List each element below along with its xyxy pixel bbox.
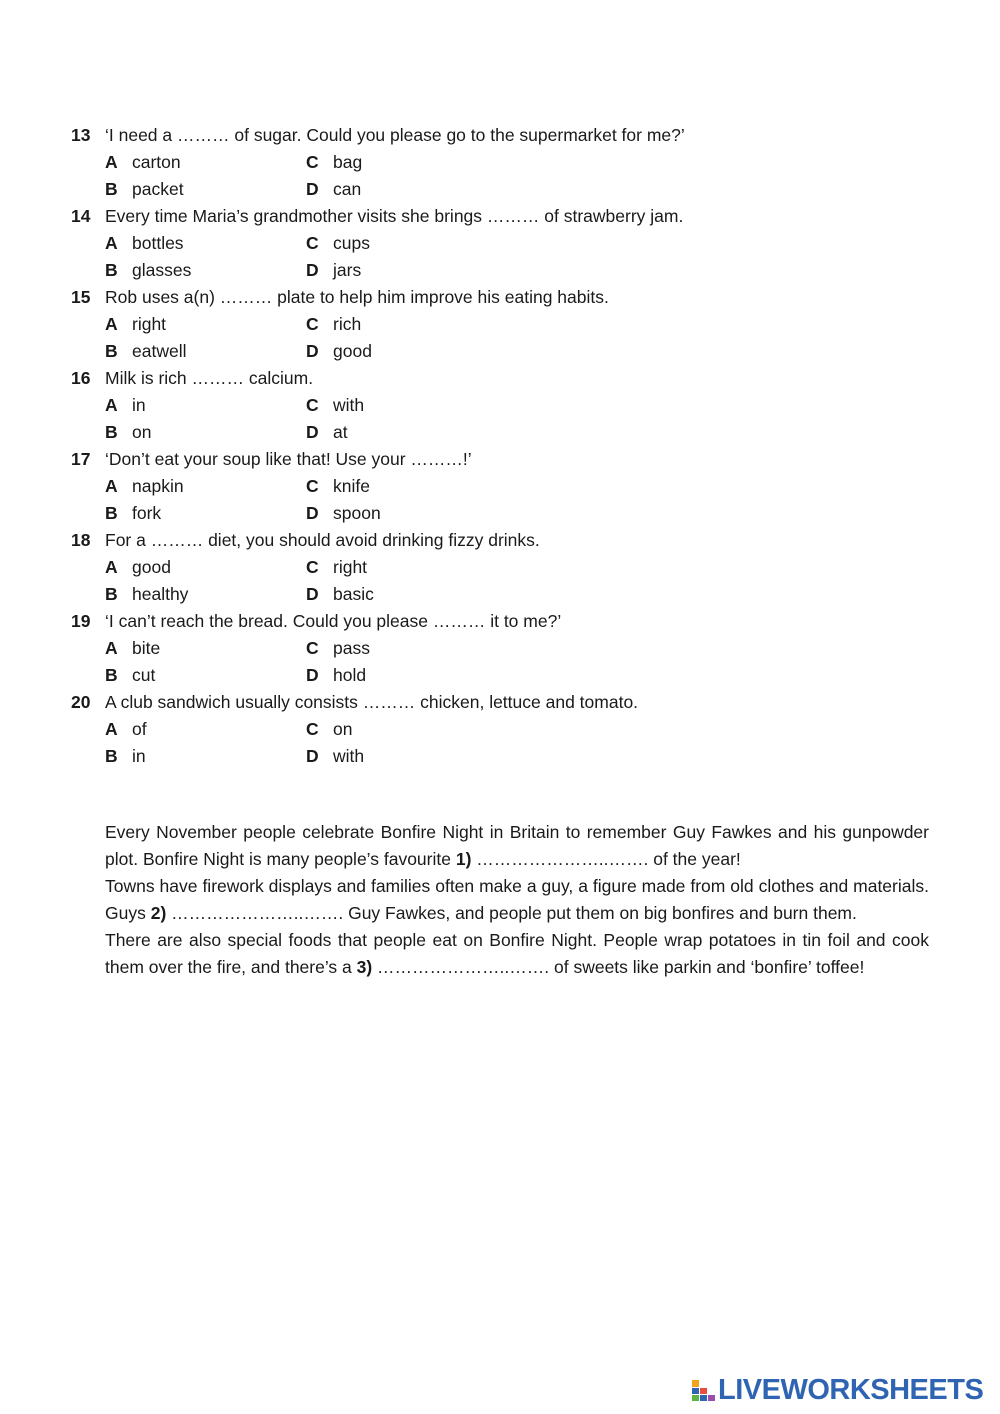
option-text: pass [333, 638, 370, 658]
question-number: 13 [71, 125, 91, 145]
option-text: jars [333, 260, 362, 280]
gap-label-2: 2) [150, 903, 167, 923]
option-b[interactable] [105, 500, 161, 527]
option-row [0, 635, 1000, 662]
option-a[interactable] [105, 392, 146, 419]
option-letter: C [306, 314, 319, 334]
option-c[interactable] [306, 635, 370, 662]
option-text: rich [333, 314, 362, 334]
passage-paragraph-1: Every November people celebrate Bonfire Night in Britain to remember Guy Fawkes and his gunpowder plot. Bonfire Night is many people’s favourite 1) …………………..……. of the year! [105, 822, 929, 869]
question-text: Milk is rich ……… calcium. [105, 368, 314, 388]
option-letter: B [105, 665, 118, 685]
option-text: glasses [132, 260, 192, 280]
option-letter: C [306, 719, 319, 739]
passage-paragraph-3: There are also special foods that people eat on Bonfire Night. People wrap potatoes in tin foil and cook them over the fire, and there’s a 3) …………………..……. of sweets like parkin and ‘bonfire’ toffee! [105, 930, 929, 977]
option-text: on [333, 719, 353, 739]
question-16 [0, 365, 1000, 392]
option-row [0, 743, 1000, 770]
option-letter: C [306, 638, 319, 658]
option-letter: A [105, 395, 118, 415]
option-text: fork [132, 503, 162, 523]
liveworksheets-logo-icon [692, 1378, 716, 1402]
option-b[interactable] [105, 581, 188, 608]
option-b[interactable] [105, 419, 151, 446]
gap-1: …………………..……. of the year! [471, 849, 741, 869]
option-text: cups [333, 233, 370, 253]
question-list [0, 122, 1000, 770]
option-c[interactable] [306, 554, 367, 581]
option-d[interactable] [306, 662, 366, 689]
question-text: Every time Maria’s grandmother visits she brings ……… of strawberry jam. [105, 206, 684, 226]
option-text: bite [132, 638, 161, 658]
option-letter: D [306, 341, 319, 361]
option-letter: D [306, 422, 319, 442]
option-letter: B [105, 584, 118, 604]
option-c[interactable] [306, 311, 361, 338]
option-text: hold [333, 665, 367, 685]
question-text: ‘Don’t eat your soup like that! Use your ………!’ [105, 449, 472, 469]
passage-paragraph-2: Towns have firework displays and families often make a guy, a figure made from old clothes and materials. Guys 2) …………………..……. Guy Fawkes, and people put them on big bonfires and burn them. [105, 876, 929, 923]
option-text: at [333, 422, 348, 442]
option-a[interactable] [105, 473, 184, 500]
option-text: packet [132, 179, 184, 199]
option-text: with [333, 746, 365, 766]
option-row [0, 716, 1000, 743]
option-b[interactable] [105, 176, 184, 203]
option-row [0, 419, 1000, 446]
option-row [0, 662, 1000, 689]
option-b[interactable] [105, 662, 155, 689]
logo-text: LIVEWORKSHEETS [718, 1374, 984, 1406]
option-a[interactable] [105, 311, 166, 338]
option-letter: C [306, 557, 319, 577]
option-letter: B [105, 503, 118, 523]
option-b[interactable] [105, 338, 186, 365]
option-a[interactable] [105, 716, 147, 743]
option-row [0, 392, 1000, 419]
question-17 [0, 446, 1000, 473]
option-text: basic [333, 584, 374, 604]
option-letter: A [105, 557, 118, 577]
gap-label-3: 3) [356, 957, 373, 977]
option-letter: A [105, 152, 118, 172]
option-text: knife [333, 476, 370, 496]
option-d[interactable] [306, 176, 361, 203]
option-letter: B [105, 746, 118, 766]
gap-3: …………………..……. of sweets like parkin and ‘bonfire’ toffee! [372, 957, 865, 977]
option-text: with [333, 395, 365, 415]
option-letter: D [306, 584, 319, 604]
option-text: napkin [132, 476, 184, 496]
option-a[interactable] [105, 230, 184, 257]
question-text: ‘I need a ……… of sugar. Could you please go to the supermarket for me?’ [105, 125, 685, 145]
option-text: spoon [333, 503, 381, 523]
option-row [0, 554, 1000, 581]
option-text: on [132, 422, 152, 442]
option-row [0, 500, 1000, 527]
option-letter: B [105, 179, 118, 199]
question-15 [0, 284, 1000, 311]
option-text: in [132, 395, 146, 415]
option-letter: D [306, 746, 319, 766]
option-text: carton [132, 152, 181, 172]
option-text: cut [132, 665, 156, 685]
option-c[interactable] [306, 230, 370, 257]
option-row [0, 338, 1000, 365]
option-letter: C [306, 233, 319, 253]
option-text: in [132, 746, 146, 766]
option-text: right [333, 557, 368, 577]
option-letter: C [306, 476, 319, 496]
option-a[interactable] [105, 635, 160, 662]
question-number: 18 [71, 530, 91, 550]
option-a[interactable] [105, 554, 171, 581]
liveworksheets-logo [692, 1374, 992, 1406]
option-letter: A [105, 233, 118, 253]
option-c[interactable] [306, 473, 370, 500]
option-c[interactable] [306, 149, 362, 176]
option-letter: C [306, 152, 319, 172]
option-b[interactable] [105, 743, 146, 770]
option-text: can [333, 179, 362, 199]
question-number: 16 [71, 368, 91, 388]
question-14 [0, 203, 1000, 230]
option-text: good [333, 341, 372, 361]
option-row [0, 581, 1000, 608]
question-text: For a ……… diet, you should avoid drinking fizzy drinks. [105, 530, 540, 550]
option-letter: C [306, 395, 319, 415]
question-19 [0, 608, 1000, 635]
option-d[interactable] [306, 338, 372, 365]
question-number: 17 [71, 449, 91, 469]
reading-passage [105, 819, 929, 981]
question-13 [0, 122, 1000, 149]
question-number: 19 [71, 611, 91, 631]
option-text: healthy [132, 584, 189, 604]
question-number: 14 [71, 206, 91, 226]
option-letter: A [105, 638, 118, 658]
option-letter: B [105, 260, 118, 280]
option-letter: B [105, 422, 118, 442]
option-c[interactable] [306, 392, 364, 419]
question-number: 15 [71, 287, 91, 307]
option-text: of [132, 719, 147, 739]
option-d[interactable] [306, 743, 364, 770]
option-text: right [132, 314, 167, 334]
option-text: bottles [132, 233, 184, 253]
option-b[interactable] [105, 257, 191, 284]
option-row [0, 230, 1000, 257]
option-d[interactable] [306, 257, 361, 284]
question-text: A club sandwich usually consists ……… chicken, lettuce and tomato. [105, 692, 639, 712]
option-letter: D [306, 503, 319, 523]
option-row [0, 311, 1000, 338]
option-letter: B [105, 341, 118, 361]
gap-2: …………………..……. Guy Fawkes, and people put them on big bonfires and burn them. [166, 903, 857, 923]
question-20 [0, 689, 1000, 716]
option-letter: D [306, 179, 319, 199]
option-d[interactable] [306, 419, 348, 446]
option-letter: A [105, 314, 118, 334]
option-row [0, 149, 1000, 176]
option-c[interactable] [306, 716, 352, 743]
question-number: 20 [71, 692, 91, 712]
question-text: Rob uses a(n) ……… plate to help him improve his eating habits. [105, 287, 609, 307]
question-18 [0, 527, 1000, 554]
option-letter: D [306, 260, 319, 280]
option-letter: D [306, 665, 319, 685]
option-text: bag [333, 152, 363, 172]
question-text: ‘I can’t reach the bread. Could you please ……… it to me?’ [105, 611, 562, 631]
option-d[interactable] [306, 581, 374, 608]
option-row [0, 176, 1000, 203]
option-letter: A [105, 719, 118, 739]
option-row [0, 257, 1000, 284]
gap-label-1: 1) [455, 849, 472, 869]
option-row [0, 473, 1000, 500]
option-text: good [132, 557, 171, 577]
option-letter: A [105, 476, 118, 496]
option-a[interactable] [105, 149, 181, 176]
option-d[interactable] [306, 500, 381, 527]
option-text: eatwell [132, 341, 187, 361]
